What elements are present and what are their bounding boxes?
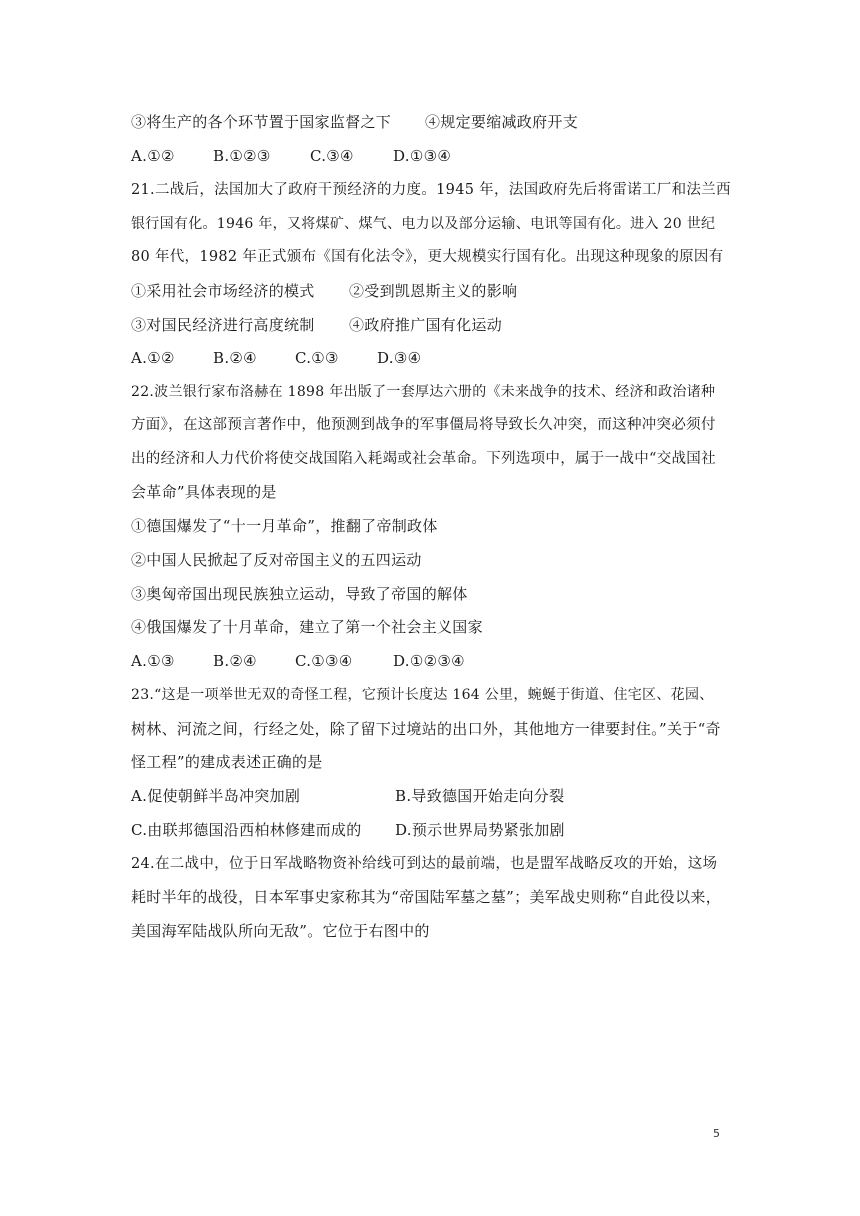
q23-option-b: B.导致德国开始走向分裂 [395,787,565,805]
q23-option-a: A.促使朝鲜半岛冲突加剧 [131,787,301,805]
q23-stem-line: 怪工程”的建成表述正确的是 [131,753,323,771]
q23-option-d: D.预示世界局势紧张加剧 [395,821,565,839]
q20-item-3: ③将生产的各个环节置于国家监督之下 [131,113,392,131]
q22-item-3: ③奥匈帝国出现民族独立运动，导致了帝国的解体 [131,585,468,603]
q20-item-4: ④规定要缩减政府开支 [425,113,579,131]
q23-stem-line: 树林、河流之间，行经之处，除了留下过境站的出口外，其他地方一律要封住。”关于“奇 [131,720,721,738]
q21-stem-line: 银行国有化。1946 年，又将煤矿、煤气、电力以及部分运输、电讯等国有化。进入 20 世纪 [131,216,716,232]
q22-item-2: ②中国人民掀起了反对帝国主义的五四运动 [131,551,422,569]
q24-stem-line: 美国海军陆战队所向无敌”。它位于右图中的 [131,922,430,940]
q23-option-c: C.由联邦德国沿西柏林修建而成的 [131,821,362,839]
q22-option-d: D.①②③④ [393,652,465,670]
q20-option-a: A.①② [131,147,175,165]
q22-option-a: A.①③ [131,652,175,670]
q22-stem-line: 22.波兰银行家布洛赫在 1898 年出版了一套厚达六册的《未来战争的技术、经济和政治诸种 [131,384,716,400]
q24-stem-line: 耗时半年的战役，日本军事史家称其为“帝国陆军墓之墓”；美军战史则称“自此役以来， [131,888,722,906]
q21-item-4: ④政府推广国有化运动 [349,316,503,334]
q20-option-b: B.①②③ [213,147,271,165]
q22-option-b: B.②④ [213,652,257,670]
q23-stem-line: 23.“这是一项举世无双的奇怪工程，它预计长度达 164 公里，蜿蜒于街道、住宅区、花园、 [131,687,714,703]
q21-item-3: ③对国民经济进行高度统制 [131,316,315,334]
q21-stem-line: 21.二战后，法国加大了政府干预经济的力度。1945 年，法国政府先后将雷诺工厂和法兰西 [131,182,731,198]
q21-option-d: D.③④ [377,349,422,367]
q21-stem-line: 80 年代，1982 年正式颁布《国有化法令》，更大规模实行国有化。出现这种现象的原因有 [131,249,724,265]
q22-item-4: ④俄国爆发了十月革命，建立了第一个社会主义国家 [131,618,483,636]
q22-stem-line: 方面》，在这部预言著作中，他预测到战争的军事僵局将导致长久冲突，而这种冲突必须付 [131,417,716,433]
q21-item-2: ②受到凯恩斯主义的影响 [349,282,518,300]
q22-item-1: ①德国爆发了“十一月革命”，推翻了帝制政体 [131,517,438,535]
q20-option-c: C.③④ [310,147,354,165]
q22-stem-line: 出的经济和人力代价将使交战国陷入耗竭或社会革命。下列选项中，属于一战中“交战国社 [131,451,716,467]
q21-item-1: ①采用社会市场经济的模式 [131,282,315,300]
q21-option-a: A.①② [131,349,175,367]
page-number: 5 [713,1127,720,1140]
q21-option-b: B.②④ [213,349,257,367]
q20-option-d: D.①③④ [393,147,452,165]
q21-option-c: C.①③ [295,349,339,367]
q22-option-c: C.①③④ [295,652,353,670]
q24-stem-line: 24.在二战中，位于日军战略物资补给线可到达的最前端，也是盟军战略反攻的开始，这场 [131,856,718,872]
q22-stem-line: 会革命”具体表现的是 [131,483,277,501]
